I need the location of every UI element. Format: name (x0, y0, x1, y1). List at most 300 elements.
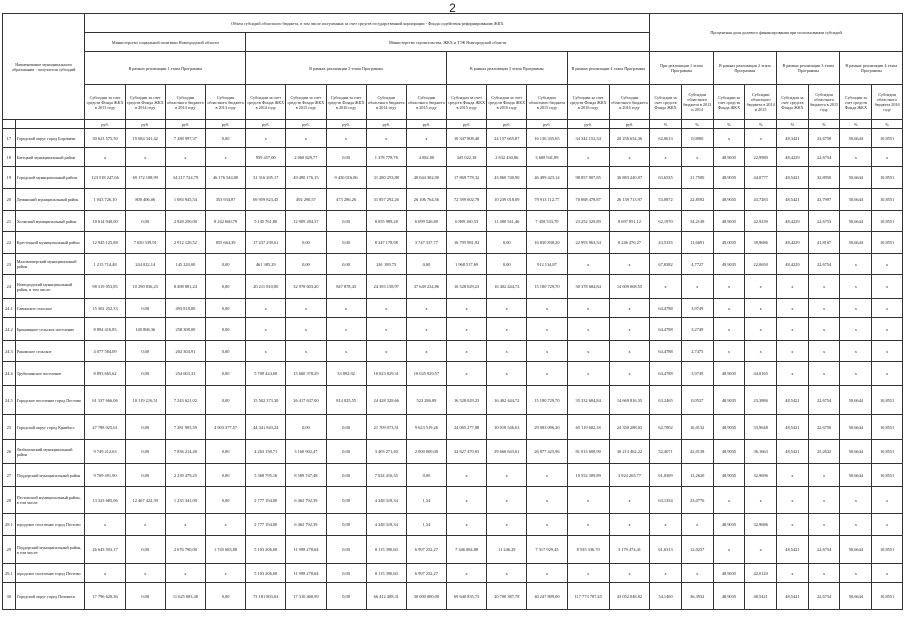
value-cell: x (777, 487, 809, 514)
value-cell: 11 246,29 (487, 536, 527, 564)
value-cell: x (840, 275, 872, 299)
value-cell: 10,8551 (872, 129, 903, 148)
column-header: Субсидии за счет средств Фонда ЖКХ (713, 85, 745, 120)
municipality-name: Любытинский муниципальный район (15, 440, 85, 464)
value-cell: x (872, 362, 903, 386)
value-cell: 22,8592 (681, 189, 713, 211)
value-cell: x (808, 487, 840, 514)
value-cell: x (406, 318, 446, 341)
value-cell: x (808, 341, 840, 362)
column-header: Субсидии за счет средств Фонда ЖКХ в 2016 году (567, 85, 609, 120)
value-cell: 10,8551 (872, 189, 903, 211)
column-header: Субсидии за счет средств Фонда ЖКХ (840, 85, 872, 120)
value-cell: 7 458 533,70 (527, 211, 567, 232)
value-cell: 30 378 684,84 (567, 275, 609, 299)
row-index: 21 (3, 211, 16, 232)
value-cell: 11 480 541,46 (487, 211, 527, 232)
value-cell: 3 924 265,77 (609, 464, 649, 487)
value-cell: 8 589 747,48 (286, 464, 326, 487)
value-cell: 11 998 278,64 (286, 564, 326, 583)
value-cell: 64,4788 (650, 318, 682, 341)
value-cell: 48,9035 (713, 440, 745, 464)
row-index: 26 (3, 440, 16, 464)
table-row (3, 232, 903, 254)
column-header: Субсидии областного бюджета в 2015 году (406, 85, 446, 120)
value-cell: 0,00 (125, 440, 165, 464)
value-cell: x (777, 362, 809, 386)
value-cell: x (745, 318, 777, 341)
value-cell: x (487, 487, 527, 514)
value-cell: 62,7002 (650, 415, 682, 440)
value-cell: x (777, 318, 809, 341)
value-cell: 4 348 318,34 (366, 487, 406, 514)
value-cell: x (447, 341, 487, 362)
value-cell: 48,5421 (777, 189, 809, 211)
value-cell: x (609, 487, 649, 514)
value-cell: x (246, 299, 286, 318)
value-cell: 0,00 (125, 415, 165, 440)
value-cell: 15 502 373,30 (246, 386, 286, 415)
value-cell: 15 180 729,70 (527, 275, 567, 299)
value-cell: 16 402 444,72 (487, 275, 527, 299)
value-cell: x (840, 564, 872, 583)
value-cell: x (567, 514, 609, 536)
subsidy-table (2, 13, 903, 610)
table-row (3, 583, 903, 610)
municipality-name: городское поселение город Пестово (15, 564, 85, 583)
unit-cell: % (650, 120, 682, 129)
value-cell: 12 945 125,88 (85, 232, 125, 254)
units-spacer (3, 120, 16, 129)
value-cell: x (609, 299, 649, 318)
value-cell: 50,6644 (840, 167, 872, 189)
subsidy-table-container (2, 13, 903, 637)
value-cell: 48,9035 (713, 362, 745, 386)
unit-cell: руб. (326, 120, 366, 129)
value-cell: x (567, 254, 609, 275)
value-cell: 49,0035 (713, 232, 745, 254)
value-cell: 34,2149 (681, 211, 713, 232)
value-cell: 32 627 470,83 (447, 440, 487, 464)
value-cell: 0,00 (125, 341, 165, 362)
value-cell: 16 830 838,20 (527, 232, 567, 254)
value-cell: x (713, 129, 745, 148)
value-cell: 0,00 (205, 464, 245, 487)
value-cell: x (567, 487, 609, 514)
table-row (3, 564, 903, 583)
header-recipient: Наименование муниципального образования - получателя субсидий (3, 14, 85, 120)
value-cell: 0,00 (205, 362, 245, 386)
value-cell: 0,00 (205, 386, 245, 415)
unit-cell: руб. (406, 120, 446, 129)
value-cell: 48,9035 (713, 211, 745, 232)
value-cell: 65 119 682,18 (567, 415, 609, 440)
row-index: 23 (3, 254, 16, 275)
municipality-name: Крестецкий муниципальный район (15, 232, 85, 254)
table-row (3, 487, 903, 514)
value-cell: 16 528 029,23 (447, 275, 487, 299)
value-cell: 0,00 (125, 536, 165, 564)
column-header: Субсидии областного бюджета в 2014 и 2015 (745, 85, 777, 120)
value-cell: 62,1970 (650, 211, 682, 232)
value-cell: 800 406,06 (125, 189, 165, 211)
value-cell: 10,8551 (872, 536, 903, 564)
value-cell: 50,6644 (840, 211, 872, 232)
value-cell: 0,00 (205, 129, 245, 148)
value-cell: 0,00 (205, 254, 245, 275)
table-row (3, 148, 903, 167)
value-cell: 1,34 (406, 487, 446, 514)
header-share: Процентная доля долевого финансирования при использовании субсидий (650, 14, 903, 52)
value-cell: 17 237 239,61 (246, 232, 286, 254)
value-cell: 23,0776 (681, 487, 713, 514)
value-cell: 0,00 (326, 536, 366, 564)
value-cell: x (567, 341, 609, 362)
value-cell: 15 180 729,70 (527, 386, 567, 415)
value-cell: 11 625 003,38 (165, 583, 205, 610)
value-cell: x (527, 318, 567, 341)
value-cell: x (406, 129, 446, 148)
value-cell: x (650, 514, 682, 536)
municipality-name: Батецкий муниципальный район (15, 148, 85, 167)
value-cell: 9 749 212,63 (85, 440, 125, 464)
value-cell: 35 332 684,84 (567, 386, 609, 415)
value-cell: x (840, 362, 872, 386)
header-ministry-social: Министерство социальной политики Новгородской области (85, 33, 246, 52)
value-cell: 26 877 425,96 (527, 440, 567, 464)
value-cell: 48,9035 (713, 415, 745, 440)
value-cell: 37 649 234,86 (406, 275, 446, 299)
value-cell: 46 176 544,80 (205, 167, 245, 189)
value-cell: x (487, 341, 527, 362)
value-cell: x (85, 564, 125, 583)
value-cell: 48,5421 (777, 167, 809, 189)
value-cell: 48,5421 (745, 583, 777, 610)
value-cell: x (447, 318, 487, 341)
value-cell: x (650, 148, 682, 167)
value-cell: 6 462 792,39 (286, 514, 326, 536)
value-cell: 0,00 (326, 415, 366, 440)
value-cell: 8 246 476,27 (609, 232, 649, 254)
value-cell: x (165, 148, 205, 167)
column-header: Субсидии областного бюджета 2016 году (872, 85, 903, 120)
value-cell: 461 385,29 (246, 254, 286, 275)
value-cell: x (777, 464, 809, 487)
table-row (3, 386, 903, 415)
table-row (3, 464, 903, 487)
value-cell: x (609, 318, 649, 341)
value-cell: 22,6750 (808, 415, 840, 440)
value-cell: 7 650 339,91 (125, 232, 165, 254)
value-cell: 64,4788 (650, 362, 682, 386)
table-row (3, 189, 903, 211)
value-cell: 0,00 (326, 232, 366, 254)
value-cell: 47 788 025,61 (85, 415, 125, 440)
value-cell: 3 403 271,40 (366, 440, 406, 464)
value-cell: 11,6691 (681, 232, 713, 254)
value-cell: x (286, 129, 326, 148)
value-cell: 2 676 790,00 (165, 536, 205, 564)
municipality-name: Демянский муниципальный район (15, 189, 85, 211)
value-cell: 33 892,92 (326, 362, 366, 386)
value-cell: 10 018 546,63 (487, 415, 527, 440)
row-index: 28 (3, 487, 16, 514)
municipality-name: Городской муниципальный район (15, 167, 85, 189)
value-cell: 64,4788 (650, 341, 682, 362)
column-header: Субсидии областного бюджета в 2014 году (366, 85, 406, 120)
value-cell: 50,6644 (840, 536, 872, 564)
value-cell: 0,00 (286, 415, 326, 440)
value-cell: 0,00 (125, 362, 165, 386)
value-cell: x (487, 318, 527, 341)
value-cell: x (840, 341, 872, 362)
value-cell: 22,6754 (808, 148, 840, 167)
value-cell: 0,00 (326, 211, 366, 232)
value-cell: 5 709 424,00 (246, 362, 286, 386)
value-cell: 23,3886 (745, 386, 777, 415)
value-cell: 6 889 160,53 (447, 211, 487, 232)
value-cell: 50,6644 (840, 415, 872, 440)
value-cell: 20 211 810,00 (246, 275, 286, 299)
value-cell: x (609, 362, 649, 386)
value-cell: 50,6644 (840, 583, 872, 610)
column-header: Субсидии за счет средств Фонда ЖКХ в 2016 году (326, 85, 366, 120)
value-cell: 3 179 474,41 (609, 536, 649, 564)
value-cell: 48,4229 (777, 254, 809, 275)
value-cell: 4,7727 (681, 254, 713, 275)
value-cell: 32,9696 (745, 464, 777, 487)
value-cell: 29 083 096,20 (527, 415, 567, 440)
value-cell: 244 022,14 (125, 254, 165, 275)
row-index: 17 (3, 129, 16, 148)
value-cell: x (808, 564, 840, 583)
table-row (3, 341, 903, 362)
value-cell: x (840, 487, 872, 514)
value-cell: 22,0650 (745, 254, 777, 275)
municipality-name: Пестовский муниципальный район, в том числе: (15, 487, 85, 514)
value-cell: 73 181 803,63 (246, 583, 286, 610)
value-cell: x (447, 514, 487, 536)
table-row (3, 415, 903, 440)
value-cell: x (840, 254, 872, 275)
value-cell: x (447, 564, 487, 583)
value-cell: 19 684 341,42 (125, 129, 165, 148)
value-cell: 3 160 902,47 (286, 440, 326, 464)
value-cell: 16 402 444,72 (487, 386, 527, 415)
value-cell: 34 217 724,79 (165, 167, 205, 189)
value-cell: x (777, 514, 809, 536)
value-cell: 140 868,36 (125, 318, 165, 341)
value-cell: 40 247 809,00 (527, 583, 567, 610)
value-cell: x (125, 514, 165, 536)
value-cell: x (165, 564, 205, 583)
value-cell: x (527, 564, 567, 583)
value-cell: 22,6754 (808, 583, 840, 610)
table-row (3, 514, 903, 536)
value-cell: x (326, 299, 366, 318)
unit-cell: руб. (125, 120, 165, 129)
value-cell: 61 337 666,06 (85, 386, 125, 415)
value-cell: 48,4229 (777, 232, 809, 254)
value-cell: x (745, 341, 777, 362)
value-cell: x (681, 564, 713, 583)
value-cell: x (406, 341, 446, 362)
value-cell: x (406, 299, 446, 318)
value-cell: x (447, 299, 487, 318)
value-cell: 8 347 178,98 (366, 232, 406, 254)
value-cell: 22,6753 (808, 211, 840, 232)
value-cell: 26 417 637,00 (286, 386, 326, 415)
header-stage3: В рамках реализации 3 этапа Программы (447, 52, 568, 85)
value-cell: 24 393 158,97 (366, 275, 406, 299)
value-cell: 48,5421 (777, 536, 809, 564)
value-cell: 10,8551 (872, 386, 903, 415)
value-cell: 0,00 (487, 254, 527, 275)
header-share-stage4: В рамках реализации 4 этапа Программы (840, 52, 903, 85)
value-cell: 33,9648 (745, 415, 777, 440)
value-cell: 69 172 108,99 (125, 167, 165, 189)
value-cell: 0,00 (286, 232, 326, 254)
value-cell: x (840, 514, 872, 536)
header-ministry-construction: Министерство строительства, ЖКХ и ТЭК Новгородской области (246, 33, 650, 52)
value-cell: 10,8551 (872, 232, 903, 254)
value-cell: x (326, 341, 366, 362)
value-cell: 31 857 292,26 (366, 189, 406, 211)
value-cell: 26 139 713,97 (609, 189, 649, 211)
header-stage4: В рамках реализации 4 этапа Программы (567, 52, 650, 85)
municipality-name: городское поселение город Пестово (15, 514, 85, 536)
value-cell: 0,00 (205, 299, 245, 318)
value-cell: 46 499 423,14 (527, 167, 567, 189)
municipality-name: Савинское сельское (15, 299, 85, 318)
row-index: 29.1 (3, 564, 16, 583)
value-cell: 12 467 422,39 (125, 487, 165, 514)
municipality-name: Новгородский муниципальный район, в том числе: (15, 275, 85, 299)
value-cell: 34 342 152,34 (567, 129, 609, 148)
value-cell: 5 103 206,00 (246, 564, 286, 583)
value-cell: 36,3932 (681, 583, 713, 610)
unit-cell: руб. (85, 120, 125, 129)
value-cell: 16,0132 (681, 415, 713, 440)
value-cell: x (872, 275, 903, 299)
value-cell: 5 368 795,16 (246, 464, 286, 487)
value-cell: x (286, 299, 326, 318)
value-cell: 258 308,00 (165, 318, 205, 341)
value-cell: 1 745 683,88 (205, 536, 245, 564)
row-index: 24 (3, 275, 16, 299)
value-cell: 9 623 519,26 (406, 415, 446, 440)
value-cell: x (713, 536, 745, 564)
value-cell: 0,00 (326, 564, 366, 583)
municipality-name: Поддорский муниципальный район (15, 464, 85, 487)
table-row (3, 536, 903, 564)
value-cell: 26 106 764,56 (406, 189, 446, 211)
value-cell: x (246, 341, 286, 362)
value-cell: 0,00 (125, 299, 165, 318)
value-cell: 11 998 278,64 (286, 536, 326, 564)
column-header: Субсидии за счет средств Фонда ЖКХ в 2015 году (447, 85, 487, 120)
value-cell: x (487, 564, 527, 583)
value-cell: 42,9239 (745, 211, 777, 232)
row-index: 28.1 (3, 514, 16, 536)
row-index: 24.1 (3, 299, 16, 318)
value-cell: 23 252 329,89 (567, 211, 609, 232)
value-cell: 48,9035 (713, 386, 745, 415)
value-cell: 43 052 048,82 (609, 583, 649, 610)
value-cell: 7 836 214,40 (165, 440, 205, 464)
table-row (3, 362, 903, 386)
column-header: Субсидии за счет средств Фонда ЖКХ в 2014 году (246, 85, 286, 120)
value-cell: x (609, 341, 649, 362)
value-cell: 0,00 (326, 464, 366, 487)
value-cell: 1 043 726,10 (85, 189, 125, 211)
value-cell: 9 769 491,90 (85, 464, 125, 487)
value-cell: 10,8551 (872, 211, 903, 232)
value-cell: 24 065 277,88 (447, 415, 487, 440)
column-header: Субсидии областного бюджета в 2013 и 2014 (681, 85, 713, 120)
value-cell: 7 024 416,35 (366, 464, 406, 487)
value-cell: 98 319 053,85 (85, 275, 125, 299)
value-cell: 48,9035 (713, 564, 745, 583)
value-cell: x (286, 318, 326, 341)
value-cell: 50,6644 (840, 232, 872, 254)
value-cell: 10 290 836,23 (125, 275, 165, 299)
value-cell: x (808, 299, 840, 318)
value-cell: x (609, 254, 649, 275)
value-cell: x (366, 129, 406, 148)
value-cell: 30 213 462,22 (609, 440, 649, 464)
value-cell: x (840, 299, 872, 318)
value-cell: 6 099 526,80 (406, 211, 446, 232)
value-cell: x (246, 129, 286, 148)
value-cell: 0,00 (286, 254, 326, 275)
unit-cell: руб. (447, 120, 487, 129)
value-cell: x (777, 299, 809, 318)
value-cell: 814 025,55 (326, 386, 366, 415)
value-cell: x (872, 318, 903, 341)
value-cell: 39 660 643,61 (487, 440, 527, 464)
value-cell: 4 077 584,09 (85, 341, 125, 362)
table-row (3, 211, 903, 232)
value-cell: 117 773 707,45 (567, 583, 609, 610)
value-cell: 1,34 (406, 514, 446, 536)
table-row (3, 440, 903, 464)
value-cell: 49 490 176,15 (286, 167, 326, 189)
value-cell: x (567, 362, 609, 386)
value-cell: 44 341 843,24 (246, 415, 286, 440)
value-cell: 0,00 (125, 211, 165, 232)
value-cell: x (447, 464, 487, 487)
value-cell: x (777, 275, 809, 299)
value-cell: 48,3421 (777, 129, 809, 148)
row-index: 29 (3, 536, 16, 564)
value-cell: x (808, 362, 840, 386)
value-cell: 14 669 816,35 (609, 386, 649, 415)
value-cell: 8 055 989,28 (366, 211, 406, 232)
value-cell: 345 022,18 (447, 148, 487, 167)
value-cell: 0,00 (326, 254, 366, 275)
header-subsidy-volume: Объем субсидий областного бюджета, в том числе полученных за счет средств государственной корпорации - Фонда содействия реформированию ЖКХ (85, 14, 650, 33)
value-cell: 10,8551 (872, 415, 903, 440)
value-cell: x (205, 564, 245, 583)
municipality-name: Городское поселение город Пестово (15, 386, 85, 415)
value-cell: 72 599 602,78 (447, 189, 487, 211)
value-cell: x (205, 148, 245, 167)
municipality-name: Городской округ город Кривбасс (15, 415, 85, 440)
value-cell: 32,8950 (808, 167, 840, 189)
value-cell: 0,0000 (681, 129, 713, 148)
value-cell: 2 000 000,00 (406, 440, 446, 464)
